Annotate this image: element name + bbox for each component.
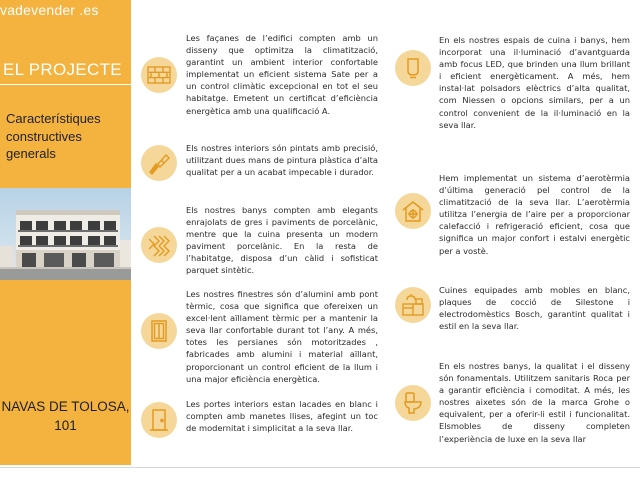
feature-text-kitchen: Cuines equipades amb mobles en blanc, plaques de cocció de Silestone i electrodomèstics Bosch, garantint qualitat i estil en la seva llar.	[439, 285, 630, 332]
section-title: EL PROJECTE	[3, 60, 122, 79]
property-address: NAVAS DE TOLOSA, 101	[1, 399, 130, 433]
brick-wall-icon	[141, 57, 177, 93]
feature-text-facades: Les façanes de l’edifici compten amb un disseny que optimitza la climatització, garantint un ambient interior confortable implementat un eficient sistema Sate per a un control climàtic excepcional en tot el seu habitatge. Emetent un certificat d’eficiència energètica amb una qualificació A.	[186, 33, 378, 116]
feature-text-flooring: Els nostres banys compten amb elegants enrajolats de gres i paviments de porcelànic, mentre que la cuina presenta un modern paviment porcelànic. En la resta de l’habitatge, disposa d’un càlid i sofisticat parquet sintètic.	[186, 205, 378, 276]
feature-text-aerothermal: Hem implementat un sistema d’aerotèrmia d’última generació pel control de la climatització de la seva llar. L’aerotèrmia utilitza l’energia de l’aire per a proporcionar calefacció i refrigeració eficient, cosa que significa un major confort i estalvi energètic per a vostè.	[439, 173, 630, 256]
feature-text-doors: Les portes interiors estan lacades en blanc i compten amb manetes llises, afegint un toc de modernitat i simplicitat a la seva llar.	[186, 399, 378, 434]
parquet-icon	[141, 227, 177, 263]
feature-text-bathroom: En els nostres banys, la qualitat i el disseny són fonamentals. Utilitzem sanitaris Roca per a garantir eficiència i comoditat. A més, les nostres aixetes són de la marca Grohe o equivalent, per a oferir-li estil i funcionalitat. Elsmobles de disseny completen l’experiència de luxe en la seva llar	[439, 361, 630, 444]
feature-text-windows: Les nostres finestres són d’alumini amb pont tèrmic, cosa que significa que ofereixen un excel·lent aïllament tèrmic per a mantenir la seva llar confortable durant tot l’any. A més, totes les persianes són motoritzades , fabricades amb alumini i material aïllant, proporcionant un control eficient de la llum i una major eficiència energètica.	[186, 289, 378, 384]
watermark-text: vadevender .es	[0, 2, 99, 18]
feature-text-lighting: En els nostres espais de cuina i banys, hem incorporat una il·luminació d’avantguarda amb focus LED, que brinden una llum brillant i eficient energèticament. A més, hem instal·lat polsadors elèctrics d’alta qualitat, com Niessen o opcions similars, per a un control convenient de la il·luminació en la seva llar.	[439, 35, 630, 130]
door-icon	[141, 402, 177, 438]
kitchen-icon	[395, 287, 431, 323]
feature-text-paint: Els nostres interiors són pintats amb precisió, utilitzant dues mans de pintura plàstica d’alta qualitat per a un acabat impecable i durador.	[186, 143, 378, 178]
paint-brush-icon	[141, 145, 177, 181]
section-subtitle: Característiques constructives generals	[6, 111, 101, 161]
led-bulb-icon	[395, 50, 431, 86]
bottom-divider	[0, 467, 640, 468]
aerothermal-house-icon	[395, 193, 431, 229]
building-photo	[0, 188, 131, 280]
sidebar-panel	[0, 0, 131, 465]
window-icon	[141, 313, 177, 349]
title-divider	[0, 84, 131, 85]
toilet-icon	[395, 385, 431, 421]
